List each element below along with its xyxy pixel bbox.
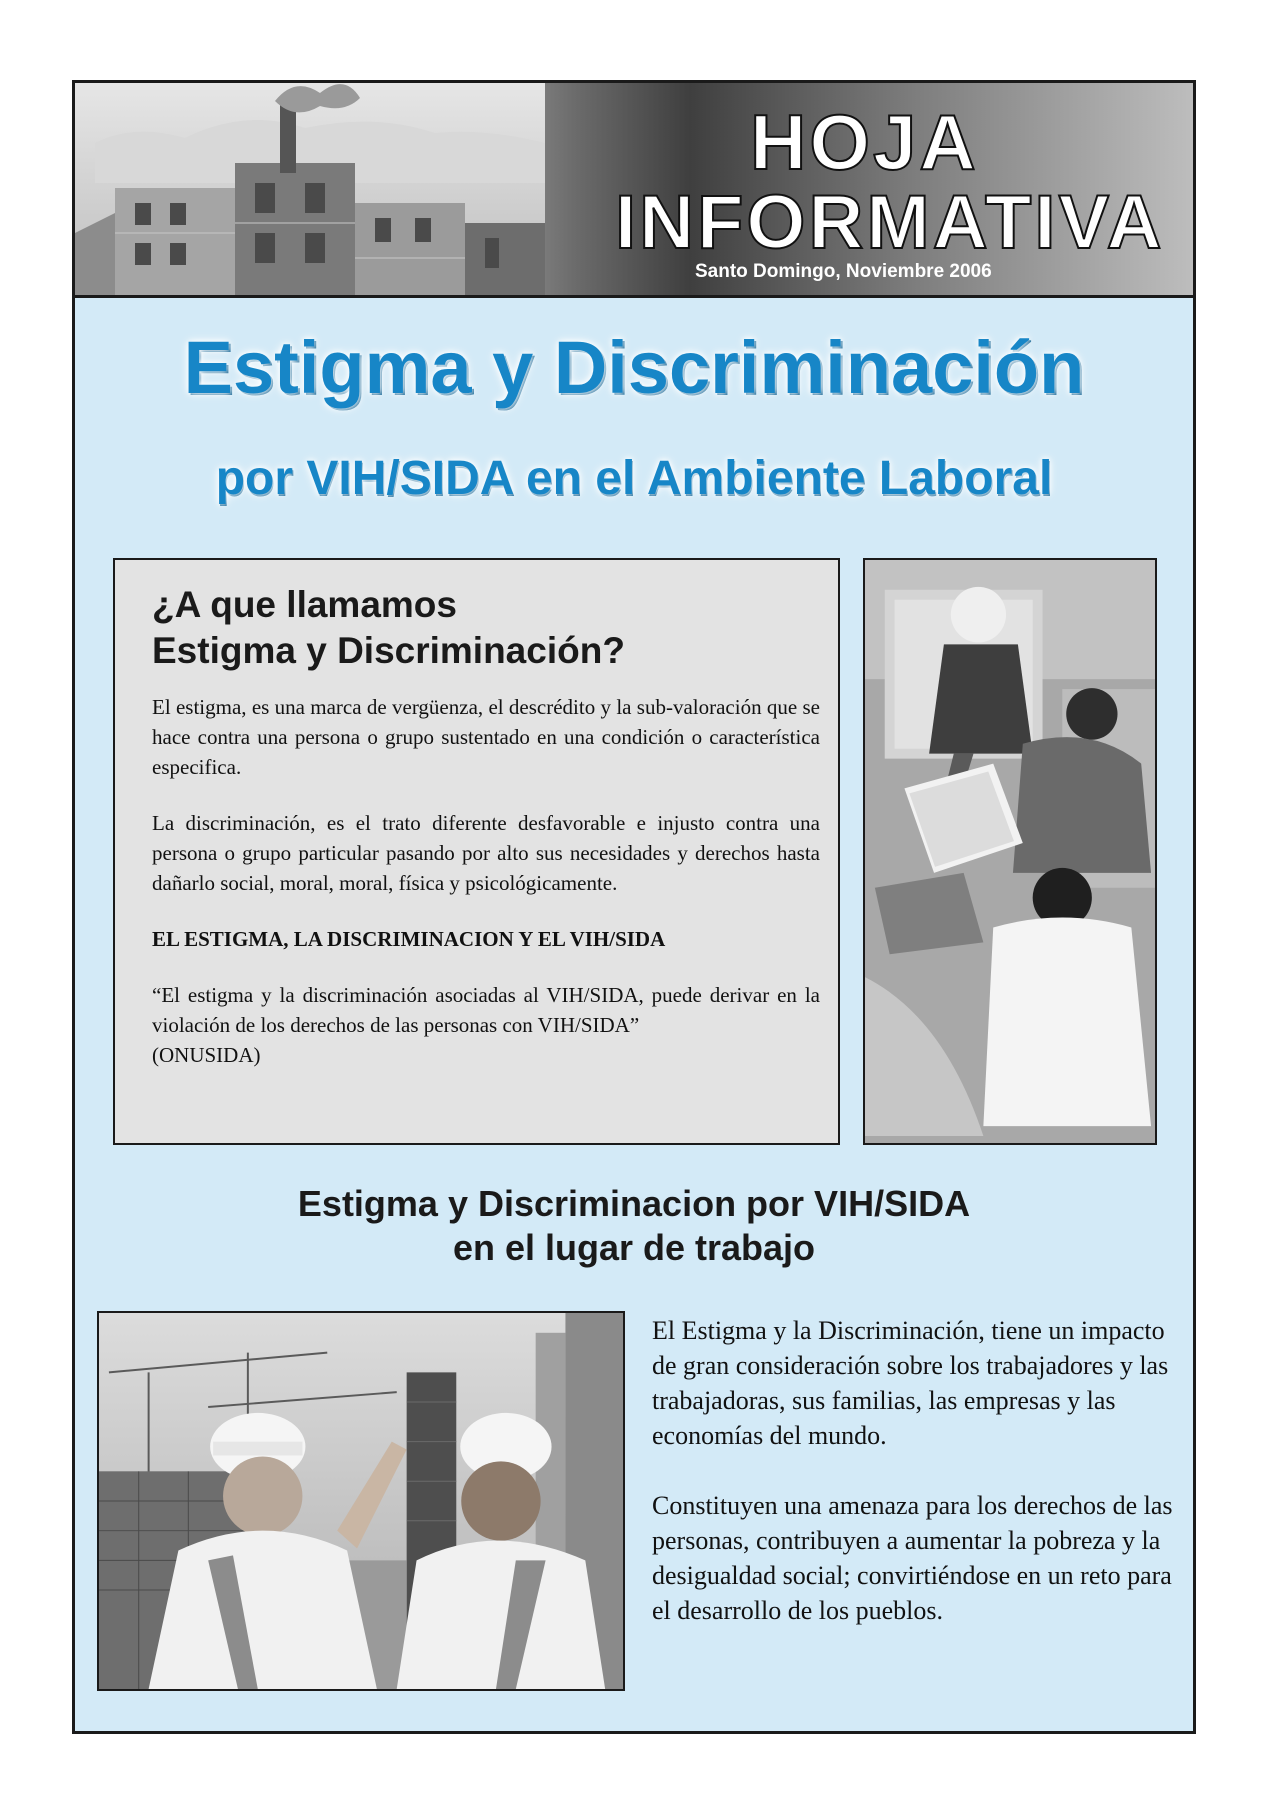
main-title: Estigma y Discriminación — [183, 326, 1085, 409]
quote-text: “El estigma y la discriminación asociadas al VIH/SIDA, puede derivar en la violación de los derechos de las personas con VIH/SIDA” — [152, 983, 820, 1037]
stigma-hiv-subheading: EL ESTIGMA, LA DISCRIMINACION Y EL VIH/SIDA — [152, 927, 666, 951]
quote-source: (ONUSIDA) — [152, 1043, 261, 1067]
definitions-heading-line1: ¿A que llamamos — [152, 584, 457, 625]
header-building-photo — [75, 83, 545, 295]
business-meeting-photo — [863, 558, 1157, 1145]
workplace-title-line1: Estigma y Discriminacion por VIH/SIDA — [297, 1183, 971, 1224]
definitions-heading — [152, 582, 820, 674]
title-hoja: HOJA — [750, 98, 979, 186]
workplace-title-line2: en el lugar de trabajo — [452, 1227, 816, 1268]
onusida-quote — [152, 980, 820, 1070]
header-banner — [75, 83, 1193, 298]
discrimination-definition: La discriminación, es el trato diferente desfavorable e injusto contra una persona o grupo particular pasando por alto sus necesidades y derechos hasta dañarlo social, moral, moral, física y psicológicamente. — [152, 811, 820, 895]
stigma-definition: El estigma, es una marca de vergüenza, el descrédito y la sub-valoración que se hace contra una persona o grupo sustentado en una condición o característica especifica. — [152, 695, 820, 779]
construction-workers-photo — [97, 1311, 625, 1691]
newsletter-title — [615, 98, 1175, 265]
title-informativa: INFORMATIVA — [615, 180, 1165, 265]
main-subtitle: por VIH/SIDA en el Ambiente Laboral — [215, 452, 1053, 505]
definitions-box — [113, 558, 840, 1145]
workplace-impact-paragraph: El Estigma y la Discriminación, tiene un impacto de gran consideración sobre los trabajadores y las trabajadoras, sus familias, las empresas y las economías del mundo. — [652, 1316, 1169, 1450]
issue-date: Santo Domingo, Noviembre 2006 — [695, 261, 992, 282]
definitions-heading-line2: Estigma y Discriminación? — [152, 630, 625, 671]
workplace-threat-paragraph: Constituyen una amenaza para los derechos de las personas, contribuyen a aumentar la pobreza y la desigualdad social; convirtiéndose en un reto para el desarrollo de los pueblos. — [652, 1491, 1173, 1625]
workplace-section-title — [75, 1182, 1193, 1270]
workplace-text — [652, 1313, 1177, 1663]
page-frame — [72, 80, 1196, 1734]
